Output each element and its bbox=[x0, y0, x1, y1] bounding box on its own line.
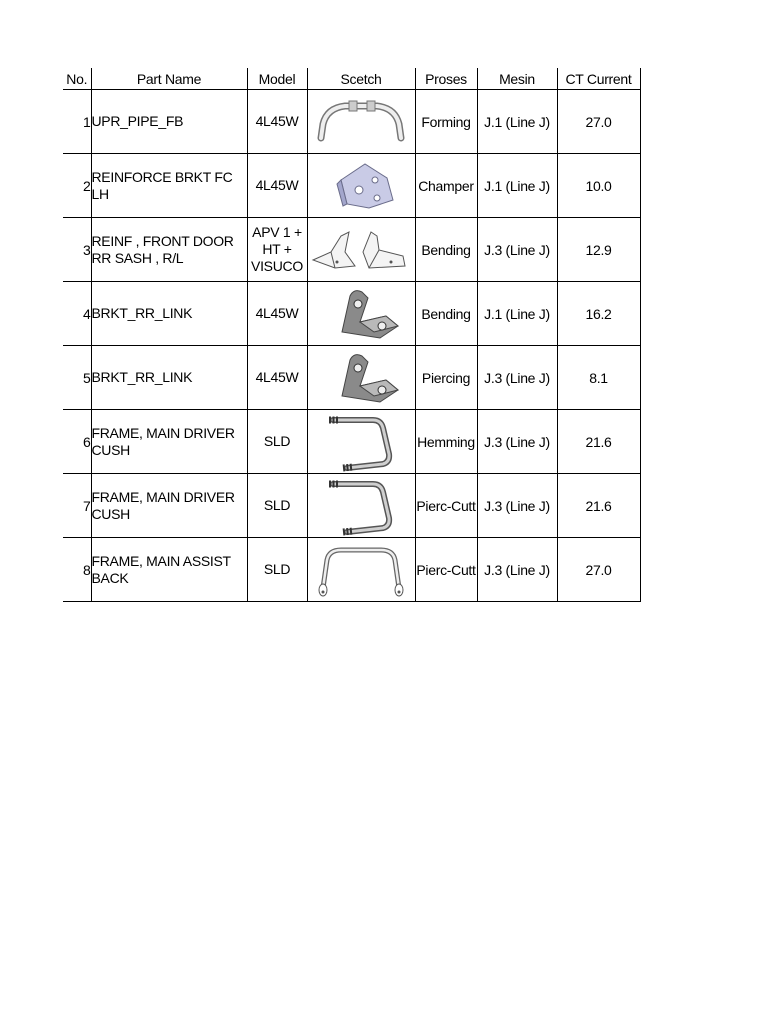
ct-current: 21.6 bbox=[557, 410, 640, 474]
part-name: FRAME, MAIN DRIVER CUSH bbox=[91, 474, 247, 538]
model-line: VISUCO bbox=[251, 258, 303, 274]
sketch-cell bbox=[307, 90, 415, 154]
row-number: 1 bbox=[63, 90, 91, 154]
part-name: BRKT_RR_LINK bbox=[91, 346, 247, 410]
machine: J.3 (Line J) bbox=[477, 218, 557, 282]
machine: J.1 (Line J) bbox=[477, 282, 557, 346]
header-process: Proses bbox=[415, 68, 477, 90]
model bbox=[247, 474, 307, 538]
link-bracket-icon bbox=[316, 286, 406, 342]
part-name: FRAME, MAIN DRIVER CUSH bbox=[91, 410, 247, 474]
model bbox=[247, 410, 307, 474]
model bbox=[247, 90, 307, 154]
table-row bbox=[63, 538, 640, 602]
machine: J.3 (Line J) bbox=[477, 538, 557, 602]
table-row bbox=[63, 410, 640, 474]
machine: J.3 (Line J) bbox=[477, 474, 557, 538]
table-row bbox=[63, 474, 640, 538]
process: Pierc-Cutt bbox=[415, 538, 477, 602]
model bbox=[247, 218, 307, 282]
row-number: 8 bbox=[63, 538, 91, 602]
model-line: APV 1 + bbox=[252, 224, 302, 240]
table-row bbox=[63, 90, 640, 154]
process: Piercing bbox=[415, 346, 477, 410]
row-number: 6 bbox=[63, 410, 91, 474]
machine: J.1 (Line J) bbox=[477, 154, 557, 218]
model-line: 4L45W bbox=[255, 305, 299, 321]
machine: J.1 (Line J) bbox=[477, 90, 557, 154]
table-row bbox=[63, 154, 640, 218]
ct-current: 27.0 bbox=[557, 538, 640, 602]
table-row bbox=[63, 282, 640, 346]
row-number: 4 bbox=[63, 282, 91, 346]
process: Champer bbox=[415, 154, 477, 218]
sketch-cell bbox=[307, 538, 415, 602]
header-row bbox=[63, 68, 640, 90]
reinforce-bracket-icon bbox=[313, 158, 409, 214]
assist-back-frame-icon bbox=[311, 540, 411, 600]
parts-table bbox=[63, 68, 641, 602]
ct-current: 10.0 bbox=[557, 154, 640, 218]
model bbox=[247, 346, 307, 410]
process: Hemming bbox=[415, 410, 477, 474]
header-sketch: Scetch bbox=[307, 68, 415, 90]
process: Pierc-Cutt bbox=[415, 474, 477, 538]
sketch-cell bbox=[307, 282, 415, 346]
pipe-bend-icon bbox=[313, 96, 409, 148]
part-name: BRKT_RR_LINK bbox=[91, 282, 247, 346]
model-line: 4L45W bbox=[255, 177, 299, 193]
sketch-cell bbox=[307, 218, 415, 282]
row-number: 7 bbox=[63, 474, 91, 538]
model-line: 4L45W bbox=[255, 369, 299, 385]
process: Bending bbox=[415, 218, 477, 282]
model-line: SLD bbox=[263, 497, 291, 513]
ct-current: 21.6 bbox=[557, 474, 640, 538]
row-number: 3 bbox=[63, 218, 91, 282]
header-model: Model bbox=[247, 68, 307, 90]
model-line: 4L45W bbox=[255, 113, 299, 129]
sketch-cell bbox=[307, 410, 415, 474]
u-frame-icon bbox=[313, 476, 409, 536]
ct-current: 27.0 bbox=[557, 90, 640, 154]
header-no: No. bbox=[63, 68, 91, 90]
row-number: 2 bbox=[63, 154, 91, 218]
link-bracket-icon bbox=[316, 350, 406, 406]
table-row bbox=[63, 218, 640, 282]
sash-reinforcement-icon bbox=[309, 222, 413, 278]
ct-current: 16.2 bbox=[557, 282, 640, 346]
sketch-cell bbox=[307, 474, 415, 538]
process: Bending bbox=[415, 282, 477, 346]
ct-current: 12.9 bbox=[557, 218, 640, 282]
model-line: SLD bbox=[263, 561, 291, 577]
part-name: REINFORCE BRKT FC LH bbox=[91, 154, 247, 218]
ct-current: 8.1 bbox=[557, 346, 640, 410]
model bbox=[247, 154, 307, 218]
u-frame-icon bbox=[313, 412, 409, 472]
model bbox=[247, 538, 307, 602]
model-line: SLD bbox=[263, 433, 291, 449]
part-name: REINF , FRONT DOOR RR SASH , R/L bbox=[91, 218, 247, 282]
model bbox=[247, 282, 307, 346]
table-row bbox=[63, 346, 640, 410]
machine: J.3 (Line J) bbox=[477, 410, 557, 474]
sketch-cell bbox=[307, 346, 415, 410]
part-name: UPR_PIPE_FB bbox=[91, 90, 247, 154]
part-name: FRAME, MAIN ASSIST BACK bbox=[91, 538, 247, 602]
process: Forming bbox=[415, 90, 477, 154]
header-machine: Mesin bbox=[477, 68, 557, 90]
machine: J.3 (Line J) bbox=[477, 346, 557, 410]
model-line: HT + bbox=[262, 241, 292, 257]
row-number: 5 bbox=[63, 346, 91, 410]
header-ct-current: CT Current bbox=[557, 68, 640, 90]
header-part-name: Part Name bbox=[91, 68, 247, 90]
sketch-cell bbox=[307, 154, 415, 218]
